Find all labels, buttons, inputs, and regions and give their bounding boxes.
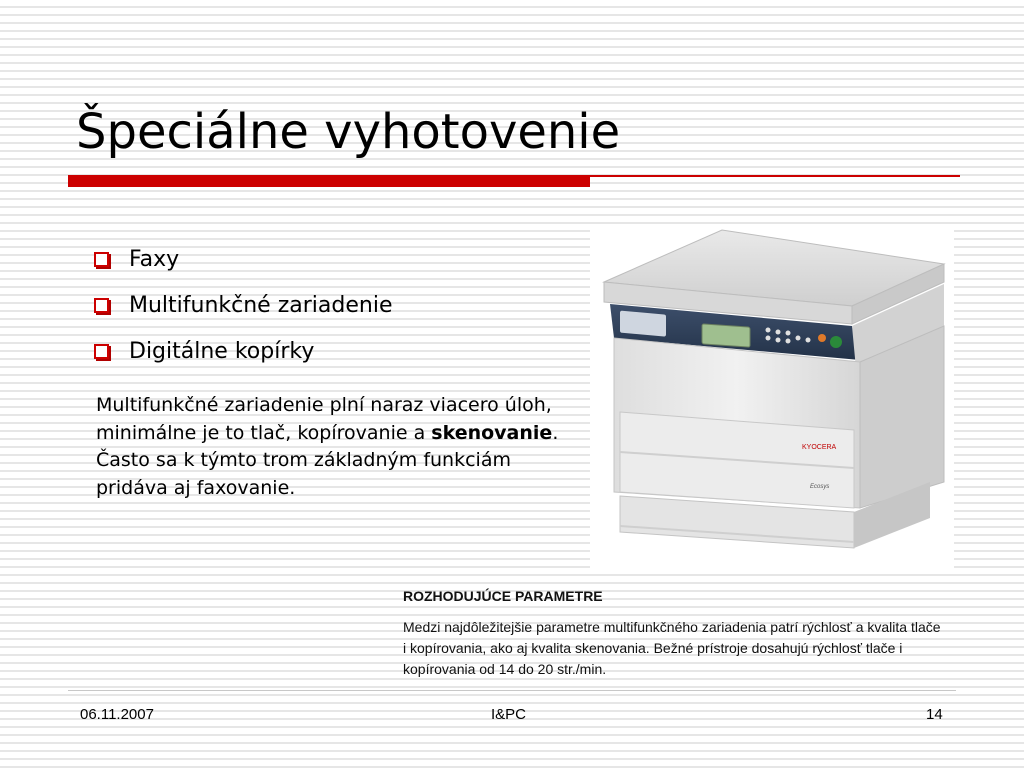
printer-image	[590, 226, 954, 572]
bullet-item	[90, 328, 392, 374]
footer-page-number: 14	[926, 706, 943, 723]
printer-brand-label: KYOCERA	[802, 444, 837, 451]
bullet-label: Digitálne kopírky	[129, 338, 315, 364]
footer-center-text: I&PC	[491, 706, 527, 723]
footer-divider	[68, 690, 956, 691]
title-underline-line	[590, 175, 960, 177]
bullet-label: Multifunkčné zariadenie	[129, 292, 393, 318]
body-paragraph	[96, 392, 566, 502]
slide-title: Špeciálne vyhotovenie	[76, 104, 621, 160]
title-underline-bar	[68, 175, 590, 187]
checkbox-bullet-icon	[94, 298, 109, 313]
bullet-item	[90, 282, 392, 328]
paragraph-text-end: . Často sa k týmto trom základným funkciám pridáva aj faxovanie.	[96, 421, 559, 499]
bullet-list	[90, 236, 392, 374]
bullet-item	[90, 236, 392, 282]
printer-model-label: Ecosys	[810, 484, 830, 490]
paragraph-text: Multifunkčné zariadenie plní naraz viacero úloh, minimálne je to tlač, kopírovanie a	[96, 394, 552, 444]
bullet-label: Faxy	[129, 246, 180, 272]
multifunction-printer-illustration	[590, 226, 954, 572]
checkbox-bullet-icon	[94, 252, 109, 267]
checkbox-bullet-icon	[94, 344, 109, 359]
footer-date: 06.11.2007	[80, 706, 154, 723]
paragraph-bold-term: skenovanie	[431, 421, 553, 444]
sidebar-text: Medzi najdôležitejšie parametre multifunkčného zariadenia patrí rýchlosť a kvalita tlače i kopírovania, ako aj kvalita skenovania. Bežné prístroje dosahujú rýchlosť tlače i kopírovania od 14 do 20 str./min.	[403, 619, 941, 677]
sidebar-heading: ROZHODUJÚCE PARAMETRE	[403, 588, 603, 604]
